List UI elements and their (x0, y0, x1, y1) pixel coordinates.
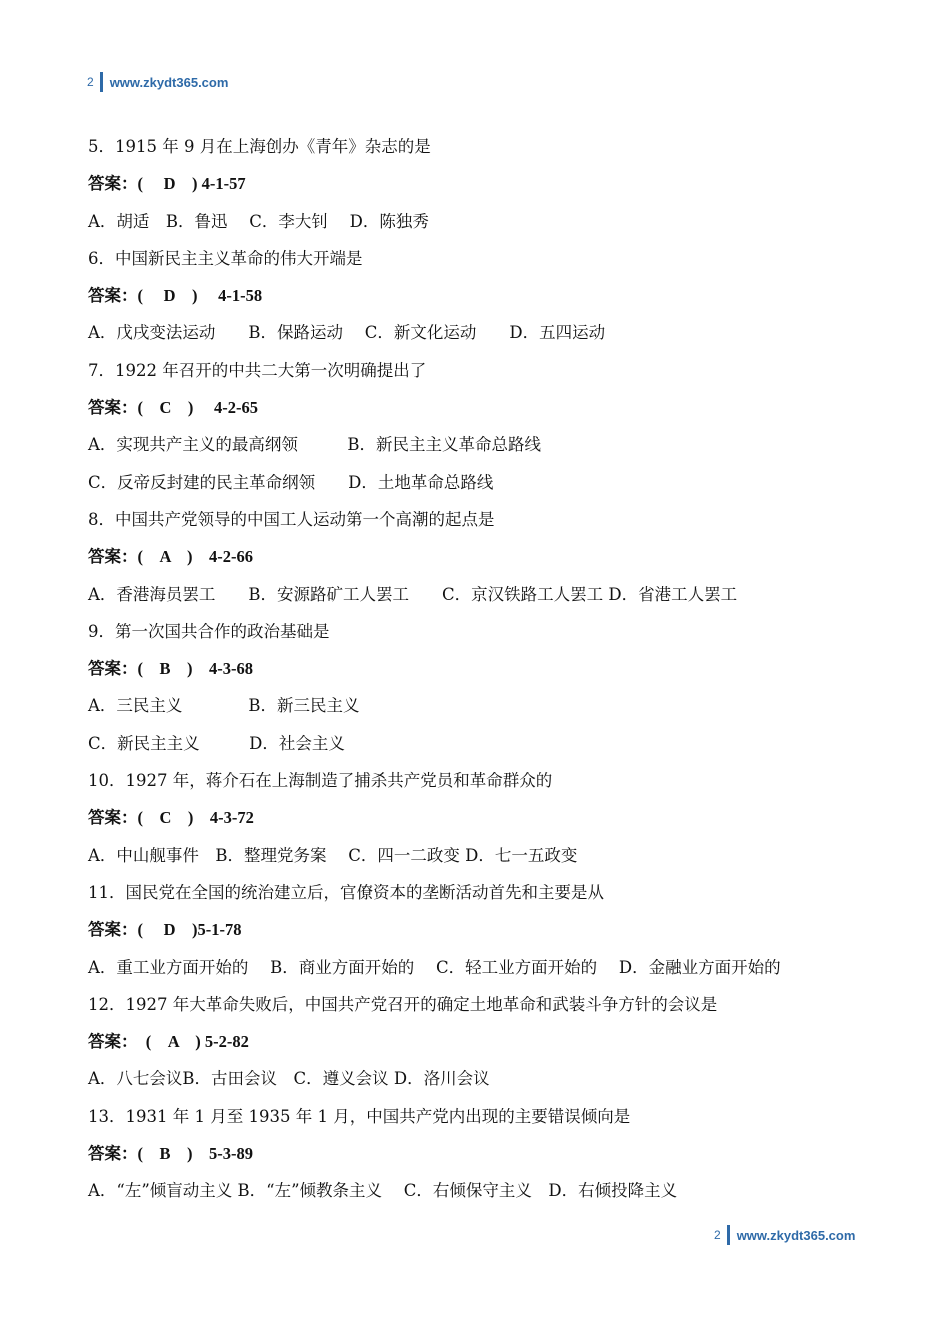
question-line: 10．1927 年，蒋介石在上海制造了捕杀共产党员和革命群众的 (88, 771, 553, 791)
footer-page-number: 2 (714, 1228, 721, 1242)
answer-line: 答案：( B ) 4-3-68 (88, 659, 253, 679)
answer-line: 答案：( B ) 5-3-89 (88, 1144, 253, 1164)
options-line: A．八七会议B．古田会议 C．遵义会议 D．洛川会议 (88, 1069, 490, 1089)
question-line: 7．1922 年召开的中共二大第一次明确提出了 (88, 360, 427, 380)
question-line: 13．1931 年 1 月至 1935 年 1 月，中国共产党内出现的主要错误倾向是 (88, 1106, 631, 1126)
page-header (87, 72, 228, 92)
options-line: A．中山舰事件 B．整理党务案 C．四一二政变 D．七一五政变 (88, 845, 578, 865)
answer-line: 答案：( C ) 4-3-72 (88, 808, 254, 828)
answer-line: 答案：( C ) 4-2-65 (88, 398, 259, 418)
footer-divider (727, 1225, 730, 1245)
options-line: A．“左”倾盲动主义 B．“左”倾教条主义 C．右倾保守主义 D．右倾投降主义 (88, 1181, 678, 1201)
page-footer (714, 1225, 855, 1245)
footer-url: www.zkydt365.com (736, 1227, 856, 1243)
options-line: A．香港海员罢工 B．安源路矿工人罢工 C．京汉铁路工人罢工 D．省港工人罢工 (88, 584, 738, 604)
header-page-number: 2 (87, 75, 94, 89)
options-line: A．三民主义 B．新三民主义 (88, 696, 360, 716)
options-line: C．新民主主义 D．社会主义 (88, 733, 345, 753)
answer-line: 答案：( D ) 4-1-57 (88, 174, 246, 194)
header-divider (100, 72, 103, 92)
question-line: 12．1927 年大革命失败后，中国共产党召开的确定土地革命和武装斗争方针的会议是 (88, 994, 718, 1014)
question-line: 8．中国共产党领导的中国工人运动第一个高潮的起点是 (88, 509, 495, 529)
question-line: 11．国民党在全国的统治建立后，官僚资本的垄断活动首先和主要是从 (88, 882, 604, 902)
options-line: A．实现共产主义的最高纲领 B．新民主主义革命总路线 (88, 435, 542, 455)
options-line: A．戊戌变法运动 B．保路运动 C．新文化运动 D．五四运动 (88, 323, 606, 343)
question-line: 5．1915 年 9 月在上海创办《青年》杂志的是 (88, 137, 431, 156)
answer-line: 答案：( A ) 4-2-66 (88, 547, 253, 567)
question-line: 6．中国新民主主义革命的伟大开端是 (88, 248, 363, 268)
answer-line: 答案： ( A ) 5-2-82 (88, 1032, 249, 1052)
question-list (88, 133, 888, 1215)
options-line: C．反帝反封建的民主革命纲领 D．土地革命总路线 (88, 472, 494, 492)
answer-line: 答案：( D )5-1-78 (88, 920, 242, 940)
answer-line: 答案：( D ) 4-1-58 (88, 286, 263, 306)
header-url: www.zkydt365.com (109, 74, 229, 90)
options-line: A．胡适 B．鲁迅 C．李大钊 D．陈独秀 (88, 211, 429, 231)
question-line: 9．第一次国共合作的政治基础是 (88, 621, 330, 641)
options-line: A．重工业方面开始的 B．商业方面开始的 C．轻工业方面开始的 D．金融业方面开始的 (88, 957, 781, 977)
